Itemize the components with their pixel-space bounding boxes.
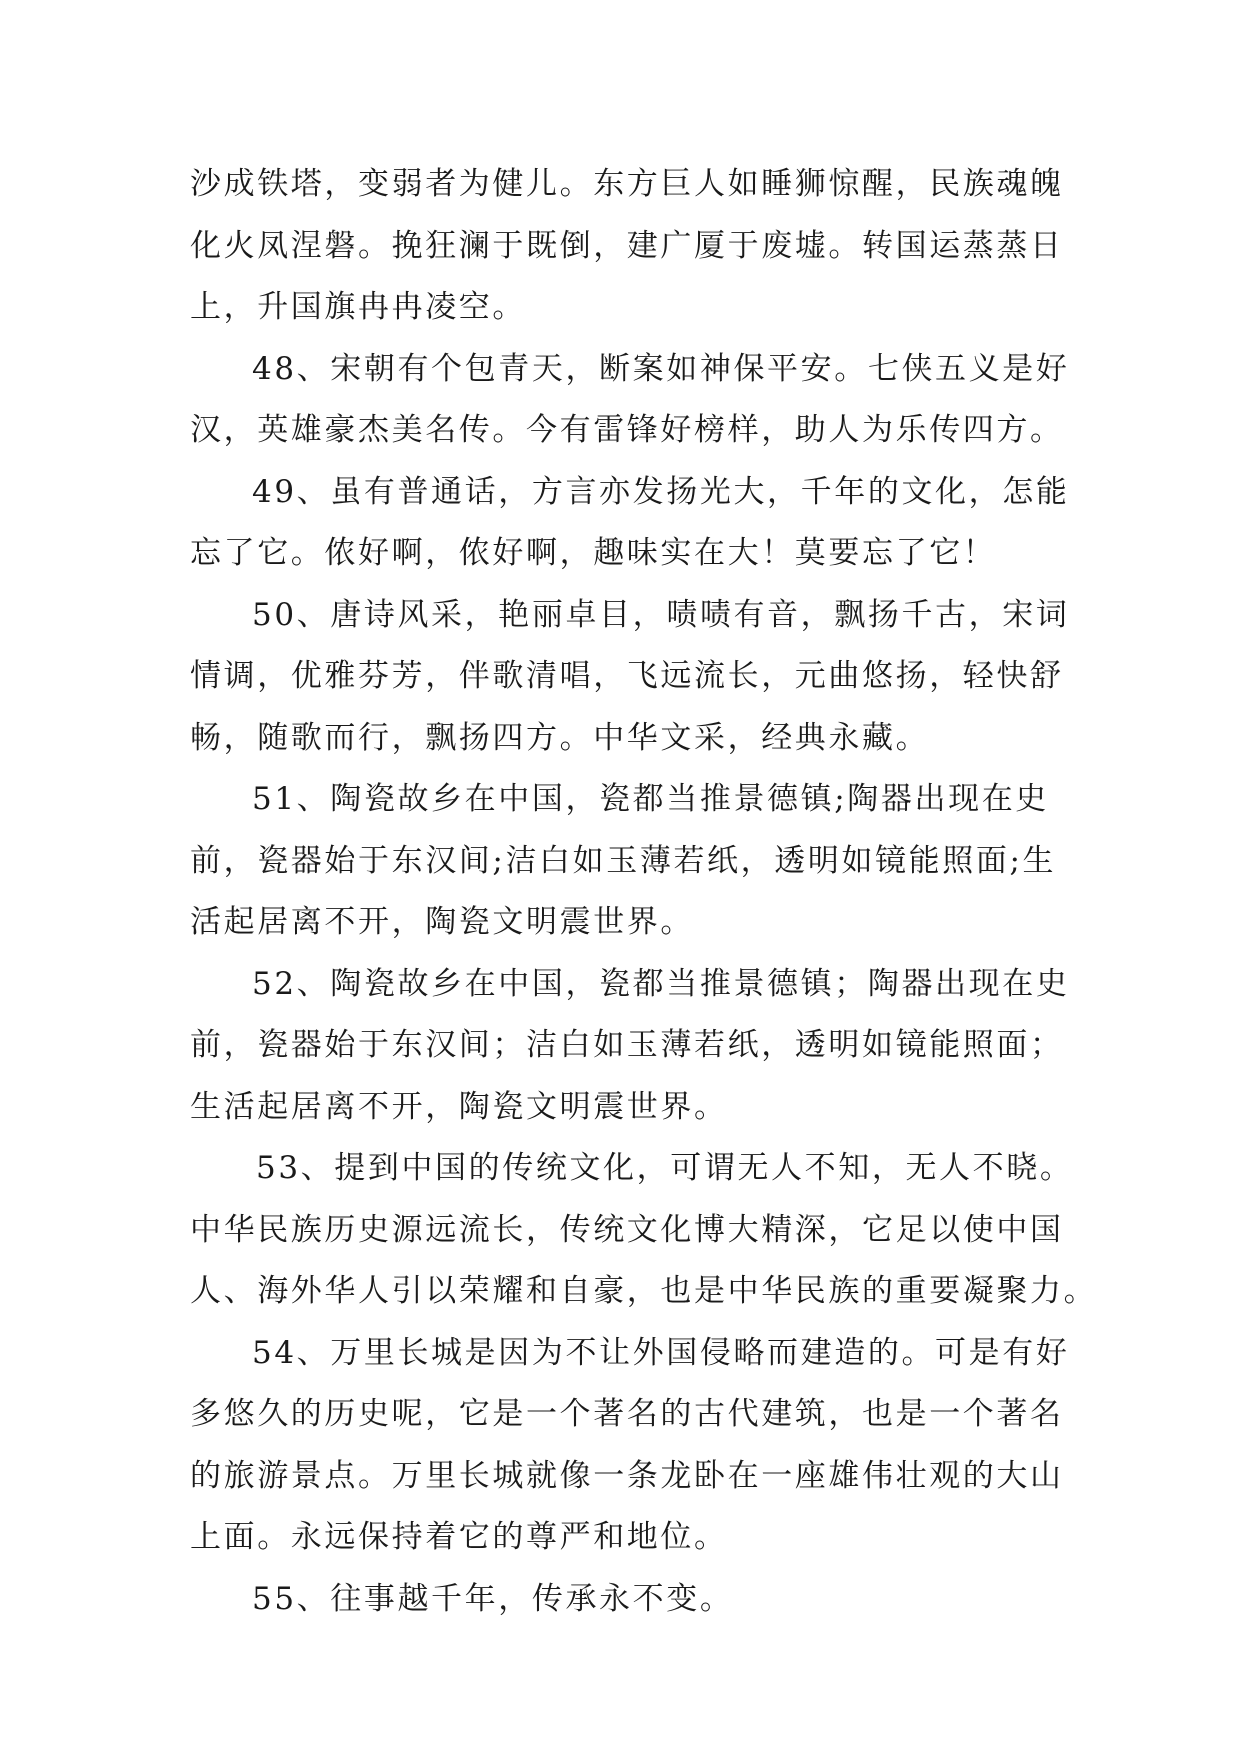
paragraph-start-54: 54、万里长城是因为不让外国侵略而建造的。可是有好	[252, 1334, 1070, 1371]
text-line: 生活起居离不开，陶瓷文明震世界。	[190, 1088, 728, 1125]
text-line: 活起居离不开，陶瓷文明震世界。	[190, 904, 694, 940]
text-line: 上，升国旗冉冉凌空。	[190, 289, 526, 325]
text-line: 多悠久的历史呢，它是一个著名的古代建筑，也是一个著名	[190, 1396, 1064, 1432]
text-line: 沙成铁塔，变弱者为健儿。东方巨人如睡狮惊醒，民族魂魄	[190, 166, 1064, 202]
paragraph-start-55: 55、往事越千年，传承永不变。	[252, 1580, 734, 1617]
paragraph-start-49: 49、虽有普通话，方言亦发扬光大，千年的文化，怎能	[252, 473, 1070, 510]
text-line: 忘了它。侬好啊，侬好啊，趣味实在大！莫要忘了它！	[190, 535, 997, 571]
document-body	[190, 154, 1098, 1630]
text-line: 化火凤涅磐。挽狂澜于既倒，建广厦于废墟。转国运蒸蒸日	[190, 227, 1064, 264]
paragraph-start-51: 51、陶瓷故乡在中国，瓷都当推景德镇;陶器出现在史	[252, 781, 1049, 817]
text-line: 人、海外华人引以荣耀和自豪，也是中华民族的重要凝聚力。	[190, 1273, 1098, 1309]
text-line: 汉，英雄豪杰美名传。今有雷锋好榜样，助人为乐传四方。	[190, 412, 1064, 448]
text-line: 畅，随歌而行，飘扬四方。中华文采，经典永藏。	[190, 719, 930, 756]
text-line: 中华民族历史源远流长，传统文化博大精深，它足以使中国	[190, 1211, 1064, 1248]
text-line: 的旅游景点。万里长城就像一条龙卧在一座雄伟壮观的大山	[190, 1457, 1064, 1494]
paragraph-start-52: 52、陶瓷故乡在中国，瓷都当推景德镇；陶器出现在史	[252, 965, 1070, 1002]
text-line: 前，瓷器始于东汉间；洁白如玉薄若纸，透明如镜能照面；	[190, 1027, 1064, 1063]
paragraph-start-53: 53、提到中国的传统文化，可谓无人不知，无人不晓。	[256, 1150, 1074, 1186]
paragraph-start-50: 50、唐诗风采，艳丽卓目，啧啧有音，飘扬千古，宋词	[252, 596, 1070, 633]
text-line: 前，瓷器始于东汉间;洁白如玉薄若纸，透明如镜能照面;生	[190, 842, 1057, 879]
text-line: 上面。永远保持着它的尊严和地位。	[190, 1519, 728, 1555]
text-line: 情调，优雅芬芳，伴歌清唱，飞远流长，元曲悠扬，轻快舒	[190, 658, 1064, 694]
paragraph-start-48: 48、宋朝有个包青天，断案如神保平安。七侠五义是好	[252, 350, 1070, 387]
